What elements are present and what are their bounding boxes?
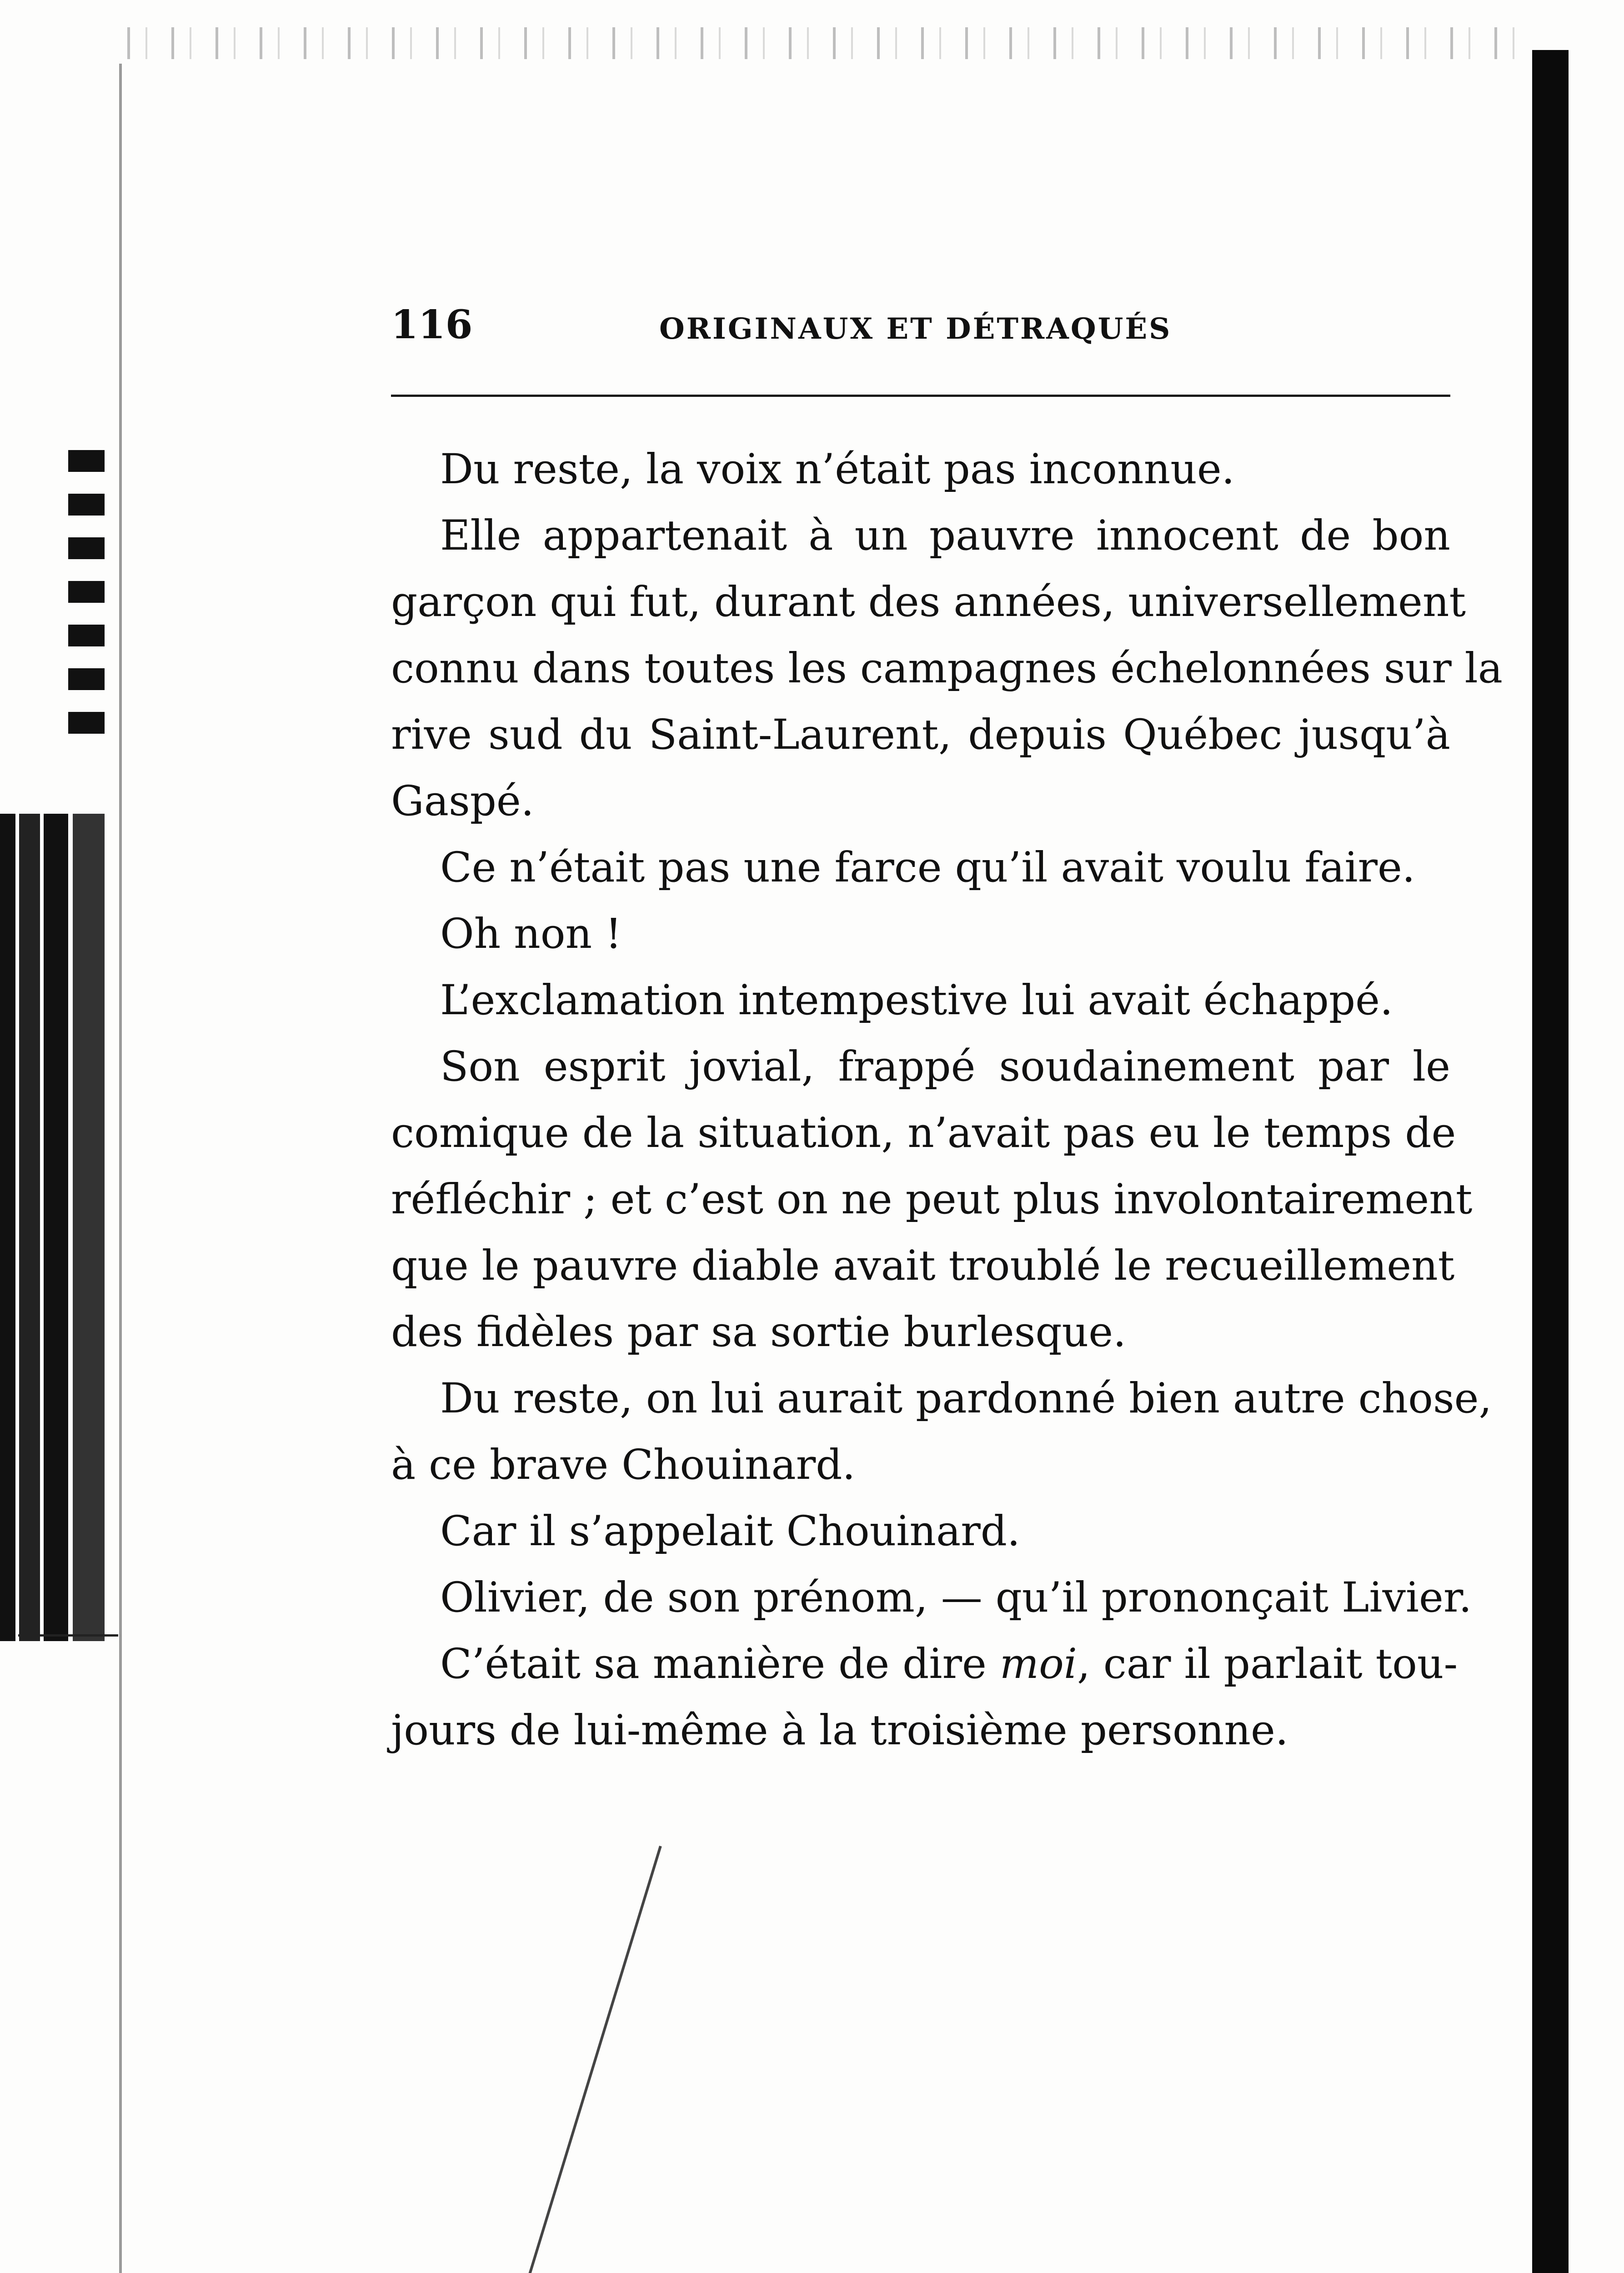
scan-artifact-bars	[0, 814, 105, 1641]
page-number: 116	[391, 302, 473, 348]
text-line: Gaspé.	[391, 777, 534, 825]
scan-noise-top	[127, 27, 1528, 59]
text-line: Olivier, de son prénom, — qu’il prononçait Livier.	[440, 1574, 1472, 1622]
pencil-stroke	[526, 1846, 662, 2273]
text-line: Oh non !	[440, 910, 622, 958]
text-line: que le pauvre diable avait troublé le recueillement	[391, 1242, 1455, 1290]
text-line: à ce brave Chouinard.	[391, 1441, 856, 1489]
header-rule	[391, 395, 1450, 397]
text-line: Du reste, on lui aurait pardonné bien autre chose,	[440, 1375, 1492, 1422]
text-line	[391, 1631, 1458, 1697]
text-line: des fidèles par sa sortie burlesque.	[391, 1308, 1127, 1356]
page-left-edge	[119, 64, 122, 2273]
page-header	[391, 300, 1450, 359]
text-line: Son esprit jovial, frappé soudainement par le	[440, 1043, 1450, 1091]
text-line: réfléchir ; et c’est on ne peut plus involontairement	[391, 1176, 1473, 1223]
text-line: jours de lui-même à la troisième personne.	[391, 1707, 1288, 1754]
italic-word: moi	[999, 1640, 1077, 1688]
running-title: ORIGINAUX ET DÉTRAQUÉS	[659, 312, 1172, 346]
text-line: connu dans toutes les campagnes échelonnées sur la	[391, 645, 1503, 692]
text-line: Ce n’était pas une farce qu’il avait voulu faire.	[440, 844, 1415, 891]
scan-artifact-line	[18, 1634, 118, 1637]
scan-dark-edge	[1532, 50, 1569, 2273]
text-segment: C’était sa manière de dire	[440, 1640, 1000, 1688]
text-line: Elle appartenait à un pauvre innocent de bon	[440, 512, 1450, 560]
text-line: garçon qui fut, durant des années, universellement	[391, 578, 1466, 626]
text-segment: , car il parlait tou-	[1077, 1640, 1458, 1688]
text-line: Du reste, la voix n’était pas inconnue.	[440, 446, 1235, 493]
text-line: rive sud du Saint-Laurent, depuis Québec jusqu’à	[391, 711, 1450, 759]
body-text	[391, 436, 1503, 1764]
text-line: L’exclamation intempestive lui avait échappé.	[440, 976, 1393, 1024]
scan-artifact-marks	[68, 450, 105, 750]
text-line: Car il s’appelait Chouinard.	[440, 1507, 1020, 1555]
text-line: comique de la situation, n’avait pas eu le temps de	[391, 1109, 1456, 1157]
